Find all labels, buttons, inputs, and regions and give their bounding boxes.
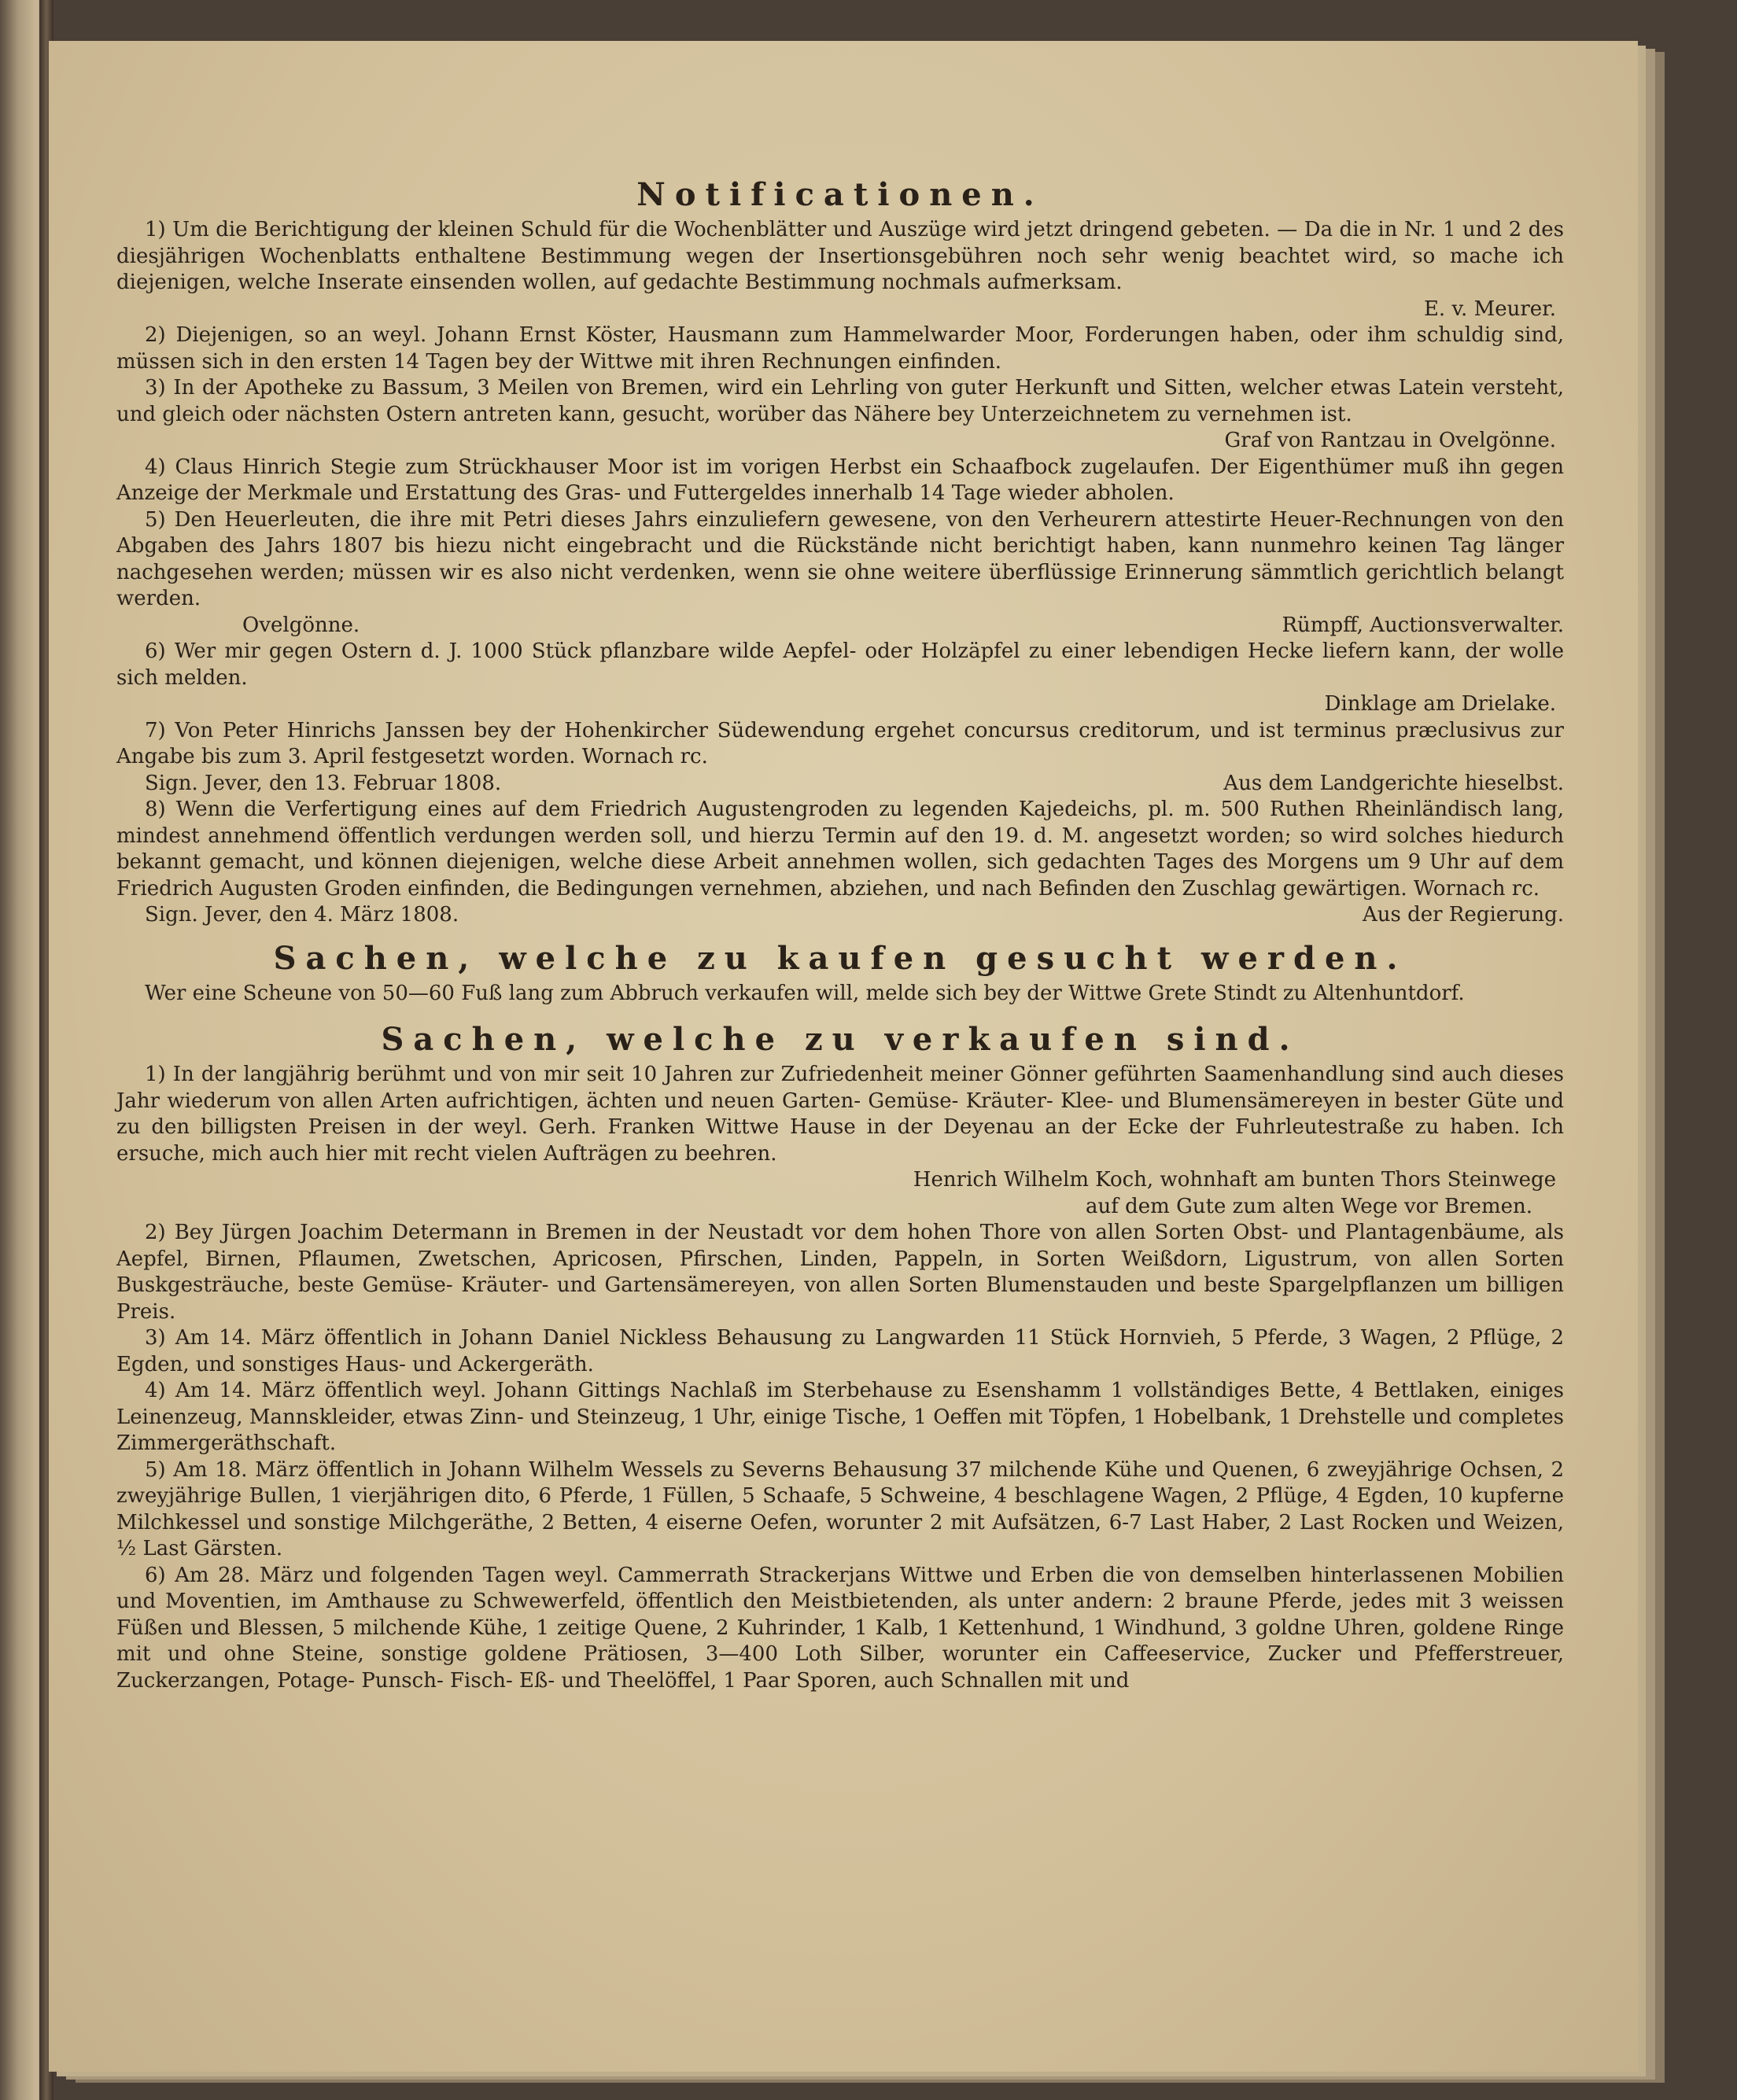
sale-item-6: 6) Am 28. März und folgenden Tagen weyl. Cammerrath Strackerjans Wittwe und Erben die von demselben hinterlassenen Mobilien und Moventien, im Amthause zu Schwewerfeld, öffentlich den Meistbietenden, als unter andern: 2 braune Pferde, jedes mit 3 weissen Füßen und Blessen, 5 milchende Kühe, 1 zeitige Quene, 2 Kuhrinder, 1 Kalb, 1 Kettenhund, 1 Windhund, 3 goldne Uhren, goldene Ringe mit und ohne Steine, sonstige goldene Prätiosen, 3—400 Loth Silber, worunter ein Caffeeservice, Zucker und Pfefferstreuer, Zuckerzangen, Potage- Punsch- Fisch- Eß- und Theelöffel, 1 Paar Sporen, auch Schnallen mit und xyxy=(116,1563,1564,1693)
notification-7: 7) Von Peter Hinrichs Janssen bey der Hohenkircher Südewendung ergehet concursus creditorum, und ist terminus præclusivus zur Angabe bis zum 3. April festgesetzt worden. Wornach rc. xyxy=(116,718,1564,768)
notification-5-footer xyxy=(116,613,1564,639)
notification-5-place: Ovelgönne. xyxy=(242,613,360,637)
wanted-item: Wer eine Scheune von 50—60 Fuß lang zum Abbruch verkaufen will, melde sich bey der Wittwe Grete Stindt zu Altenhuntdorf. xyxy=(145,981,1465,1005)
notification-1-signature: E. v. Meurer. xyxy=(1423,297,1556,321)
notification-5: 5) Den Heuerleuten, die ihre mit Petri dieses Jahrs einzuliefern gewesene, von den Verheurern attestirte Heuer-Rechnungen von den Abgaben des Jahrs 1807 bis hiezu nicht eingebracht und die Rückstände nicht berichtigt haben, kann nunmehro keinen Tag länger nachgesehen werden; müssen wir es also nicht verdenken, wenn sie ohne weitere überflüssige Erinnerung sämmtlich gerichtlich belangt werden. xyxy=(116,507,1564,610)
page xyxy=(49,41,1638,2072)
page-text xyxy=(116,173,1564,1694)
notification-2: 2) Diejenigen, so an weyl. Johann Ernst Köster, Hausmann zum Hammelwarder Moor, Forderungen haben, oder ihm schuldig sind, müssen sich in den ersten 14 Tagen bey der Wittwe mit ihren Rechnungen einfinden. xyxy=(116,323,1564,374)
sale-item-3: 3) Am 14. März öffentlich in Johann Daniel Nickless Behausung zu Langwarden 11 Stück Hornvieh, 5 Pferde, 3 Wagen, 2 Pflüge, 2 Egden, und sonstiges Haus- und Ackergeräth. xyxy=(116,1326,1564,1376)
notification-7-footer xyxy=(116,771,1564,798)
notification-8: 8) Wenn die Verfertigung eines auf dem Friedrich Augustengroden zu legenden Kajedeichs, pl. m. 500 Ruthen Rheinländisch lang, mindest annehmend öffentlich verdungen werden soll, und hierzu Termin auf den 19. d. M. angesetzt worden; so wird solches hiedurch bekannt gemacht, und können diejenigen, welche diese Arbeit annehmen wollen, sich gedachten Tages des Morgens um 9 Uhr auf dem Friedrich Augusten Groden einfinden, die Bedingungen vernehmen, abziehen, und nach Befinden den Zuschlag gewärtigen. Wornach rc. xyxy=(116,798,1564,901)
sale-item-1-signature-1: Henrich Wilhelm Koch, wohnhaft am bunten Thors Steinwege xyxy=(913,1168,1556,1192)
notification-8-place: Sign. Jever, den 4. März 1808. xyxy=(145,903,459,927)
notification-8-footer xyxy=(116,902,1564,929)
sale-item-4: 4) Am 14. März öffentlich weyl. Johann Gittings Nachlaß im Sterbehause zu Esenshamm 1 vollständiges Bette, 4 Bettlaken, einiges Leinenzeug, Mannskleider, etwas Zinn- und Steinzeug, 1 Uhr, einige Tische, 1 Oeffen mit Töpfen, 1 Hobelbank, 1 Drehstelle und completes Zimmergeräthschaft. xyxy=(116,1379,1564,1455)
sale-item-1-signature-2: auf dem Gute zum alten Wege vor Bremen. xyxy=(1085,1194,1532,1218)
sale-item-1: 1) In der langjährig berühmt und von mir seit 10 Jahren zur Zufriedenheit meiner Gönner geführten Saamenhandlung sind auch dieses Jahr wiederum von allen Arten aufrichtigen, ächten und neuen Garten- Gemüse- Kräuter- Klee- und Blumensämereyen in bester Güte und zu den billigsten Preisen in der weyl. Gerh. Franken Wittwe Hause in der Deyenau an der Ecke der Fuhrleutestraße zu haben. Ich ersuche, mich auch hier mit recht vielen Aufträgen zu beehren. xyxy=(116,1063,1564,1166)
heading-notifications: Notificationen. xyxy=(636,176,1044,213)
notification-1: 1) Um die Berichtigung der kleinen Schuld für die Wochenblätter und Auszüge wird jetzt dringend gebeten. — Da die in Nr. 1 und 2 des diesjährigen Wochenblatts enthaltene Bestimmung wegen der Insertionsgebühren noch sehr wenig beachtet wird, so mache ich diejenigen, welche Inserate einsenden wollen, auf gedachte Bestimmung nochmals aufmerksam. xyxy=(116,218,1564,294)
heading-wanted: Sachen, welche zu kaufen gesucht werden. xyxy=(273,939,1407,977)
notification-8-signature: Aus der Regierung. xyxy=(1363,903,1564,927)
sale-item-2: 2) Bey Jürgen Joachim Determann in Bremen in der Neustadt vor dem hohen Thore von allen Sorten Obst- und Plantagenbäume, als Aepfel, Birnen, Pflaumen, Zwetschen, Apricosen, Pfirschen, Linden, Pappeln, in Sorten Weißdorn, Ligustrum, von allen Sorten Buskgesträuche, beste Gemüse- Kräuter- und Gartensämereyen, von allen Sorten Blumenstauden und beste Spargelpflanzen um billigen Preis. xyxy=(116,1221,1564,1324)
notification-4: 4) Claus Hinrich Stegie zum Strückhauser Moor ist im vorigen Herbst ein Schaafbock zugelaufen. Der Eigenthümer muß ihn gegen Anzeige der Merkmale und Erstattung des Gras- und Futtergeldes innerhalb 14 Tage wieder abholen. xyxy=(116,455,1564,505)
notification-7-signature: Aus dem Landgerichte hieselbst. xyxy=(1223,771,1564,795)
notification-6: 6) Wer mir gegen Ostern d. J. 1000 Stück pflanzbare wilde Aepfel- oder Holzäpfel zu einer lebendigen Hecke liefern kann, der wolle sich melden. xyxy=(116,639,1564,690)
notification-7-place: Sign. Jever, den 13. Februar 1808. xyxy=(145,771,502,795)
notification-3-signature: Graf von Rantzau in Ovelgönne. xyxy=(1224,429,1556,452)
sale-item-5: 5) Am 18. März öffentlich in Johann Wilhelm Wessels zu Severns Behausung 37 milchende Kühe und Quenen, 6 zweyjährige Ochsen, 2 zweyjährige Bullen, 1 vierjährigen dito, 6 Pferde, 1 Füllen, 5 Schaafe, 5 Schweine, 4 beschlagene Wagen, 2 Pflüge, 4 Egden, 10 kupferne Milchkessel und sonstige Milchgeräthe, 2 Betten, 4 eiserne Oefen, worunter 2 mit Aufsätzen, 6-7 Last Haber, 2 Last Rocken und Weizen, ½ Last Gärsten. xyxy=(116,1457,1564,1560)
notification-3: 3) In der Apotheke zu Bassum, 3 Meilen von Bremen, wird ein Lehrling von guter Herkunft und Sitten, welcher etwas Latein versteht, und gleich oder nächsten Ostern antreten kann, gesucht, worüber das Nähere bey Unterzeichnetem zu vernehmen ist. xyxy=(116,376,1564,426)
notification-5-signature: Rümpff, Auctionsverwalter. xyxy=(1282,613,1564,637)
heading-for-sale: Sachen, welche zu verkaufen sind. xyxy=(381,1021,1300,1058)
notification-6-signature: Dinklage am Drielake. xyxy=(1324,692,1556,716)
